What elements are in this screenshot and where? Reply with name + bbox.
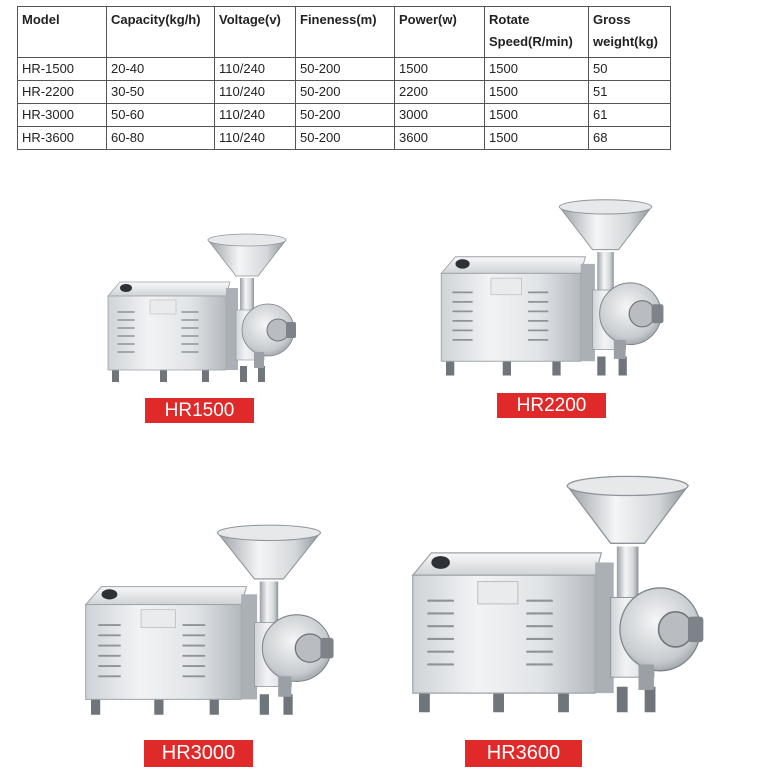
grinding-disc-hub	[267, 319, 289, 341]
machine-foot	[645, 687, 656, 713]
hopper-rim	[218, 525, 321, 540]
feed-neck	[240, 278, 254, 314]
col-header-voltage: Voltage(v)	[215, 7, 296, 58]
power-switch-icon	[120, 284, 132, 292]
cell-gross-weight: 50	[589, 58, 671, 81]
spec-plate	[150, 300, 176, 314]
grinding-disc-hub	[659, 612, 693, 647]
feed-neck	[260, 582, 278, 628]
grinder-drawing	[413, 476, 704, 712]
adjust-knob	[688, 617, 703, 643]
machine-foot	[240, 366, 247, 382]
feed-neck	[617, 547, 639, 604]
adjust-knob	[320, 638, 333, 659]
table-row	[18, 104, 671, 127]
grinder-machine-image	[385, 470, 725, 725]
cell-voltage: 110/240	[215, 127, 296, 150]
col-header-fineness: Fineness(m)	[296, 7, 395, 58]
machine-foot	[597, 357, 605, 376]
grinding-disc-hub	[629, 301, 655, 327]
feed-neck	[597, 252, 614, 295]
product-hr3600	[385, 470, 725, 770]
table-header-row	[18, 7, 671, 58]
cell-gross-weight: 61	[589, 104, 671, 127]
cell-fineness: 50-200	[296, 58, 395, 81]
col-header-model: Model	[18, 7, 107, 58]
adjust-knob	[286, 322, 296, 338]
machine-foot	[258, 366, 265, 382]
col-header-gross-weight: Gross weight(kg)	[589, 7, 671, 58]
cell-power: 3000	[395, 104, 485, 127]
cell-rotate-speed: 1500	[485, 81, 589, 104]
discharge-outlet	[278, 676, 291, 697]
adjust-knob	[652, 304, 664, 323]
discharge-outlet	[614, 340, 626, 359]
cell-capacity: 60-80	[107, 127, 215, 150]
spec-plate	[491, 278, 522, 295]
machine-foot	[619, 357, 627, 376]
cell-rotate-speed: 1500	[485, 58, 589, 81]
cell-gross-weight: 51	[589, 81, 671, 104]
product-hr2200	[420, 195, 680, 425]
cell-rotate-speed: 1500	[485, 127, 589, 150]
cell-model: HR-2200	[18, 81, 107, 104]
cell-capacity: 50-60	[107, 104, 215, 127]
model-label: HR2200	[497, 393, 606, 418]
grinder-drawing	[108, 234, 296, 382]
cell-power: 1500	[395, 58, 485, 81]
grinder-machine-image	[90, 230, 310, 390]
cell-gross-weight: 68	[589, 127, 671, 150]
cell-model: HR-3000	[18, 104, 107, 127]
machine-foot	[260, 694, 269, 715]
model-label: HR3000	[144, 740, 253, 767]
hopper-rim	[208, 234, 286, 246]
spec-plate	[478, 582, 518, 604]
cell-rotate-speed: 1500	[485, 104, 589, 127]
cell-voltage: 110/240	[215, 81, 296, 104]
power-switch-icon	[455, 259, 469, 269]
cell-model: HR-1500	[18, 58, 107, 81]
cell-fineness: 50-200	[296, 104, 395, 127]
power-switch-icon	[431, 556, 450, 569]
machine-foot	[283, 694, 292, 715]
model-label: HR3600	[465, 740, 582, 767]
grinder-drawing	[441, 200, 663, 376]
col-header-capacity: Capacity(kg/h)	[107, 7, 215, 58]
cell-fineness: 50-200	[296, 127, 395, 150]
col-header-rotate-speed: Rotate Speed(R/min)	[485, 7, 589, 58]
grinder-drawing	[86, 525, 334, 715]
machine-foot	[617, 687, 628, 713]
hopper-rim	[567, 476, 688, 495]
machine-foot	[160, 370, 167, 382]
table-row	[18, 127, 671, 150]
cell-power: 2200	[395, 81, 485, 104]
col-header-power: Power(w)	[395, 7, 485, 58]
grinder-machine-image	[420, 195, 680, 385]
spec-plate	[141, 610, 175, 628]
product-hr3000	[62, 520, 352, 770]
machine-foot	[503, 361, 511, 375]
grinding-disc-hub	[295, 634, 324, 662]
grinder-machine-image	[62, 520, 352, 725]
model-label: HR1500	[145, 398, 254, 423]
power-switch-icon	[102, 589, 118, 599]
machine-foot	[493, 693, 504, 712]
cell-capacity: 30-50	[107, 81, 215, 104]
cell-model: HR-3600	[18, 127, 107, 150]
product-hr1500	[90, 230, 310, 430]
table-row	[18, 81, 671, 104]
cell-fineness: 50-200	[296, 81, 395, 104]
cell-voltage: 110/240	[215, 58, 296, 81]
cell-power: 3600	[395, 127, 485, 150]
discharge-outlet	[254, 352, 264, 368]
hopper-rim	[559, 200, 651, 214]
table-row	[18, 58, 671, 81]
machine-foot	[154, 699, 163, 714]
cell-capacity: 20-40	[107, 58, 215, 81]
cell-voltage: 110/240	[215, 104, 296, 127]
discharge-outlet	[638, 664, 653, 690]
spec-table	[17, 6, 671, 150]
